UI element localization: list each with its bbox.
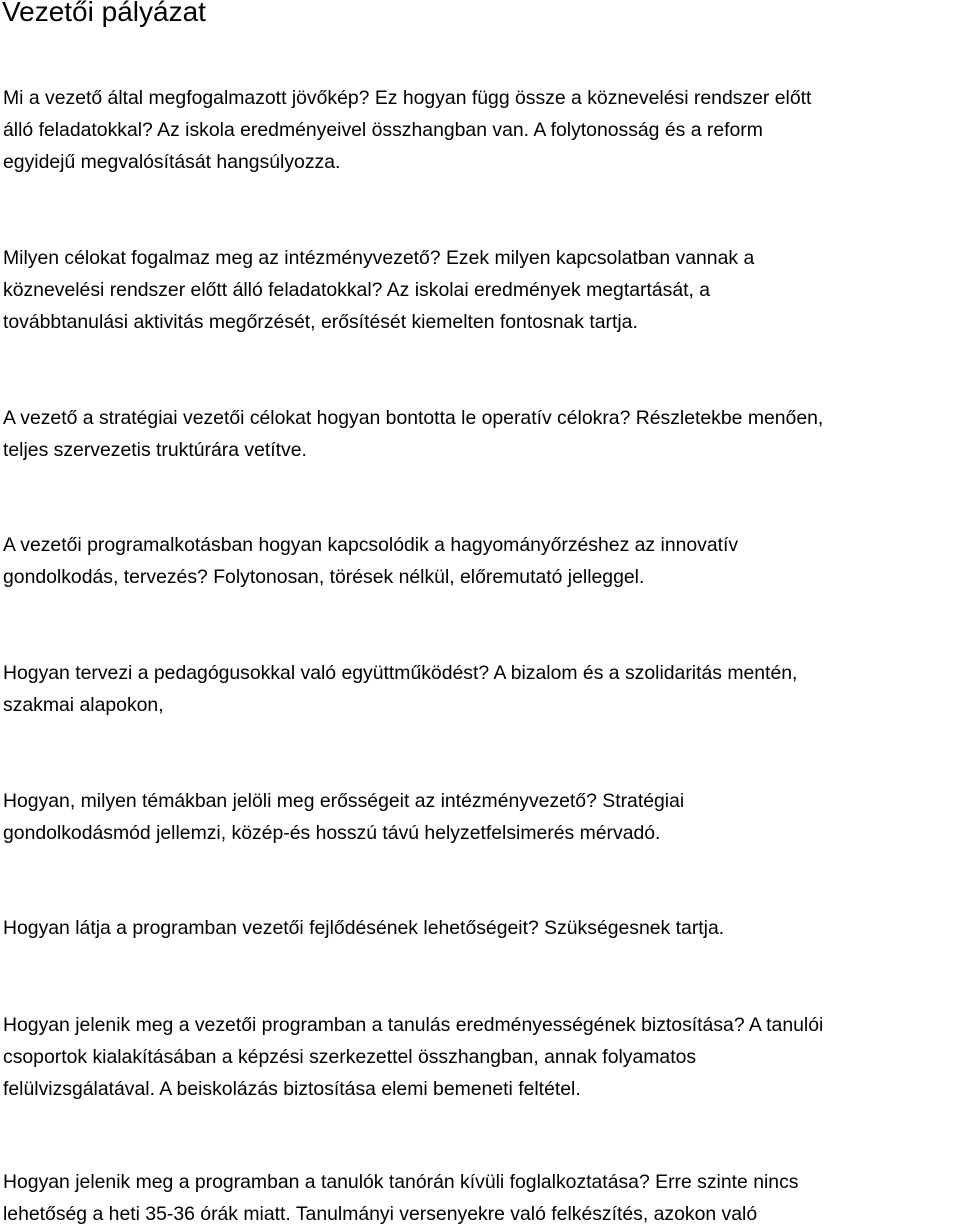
paragraph-innovation: A vezetői programalkotásban hogyan kapcsolódik a hagyományőrzéshez az innovatív gondolkodás, tervezés? Folytonosan, törések nélkül, előremutató jelleggel. [3, 534, 739, 588]
paragraph-cooperation: Hogyan tervezi a pedagógusokkal való együttműködést? A bizalom és a szolidaritás mentén, szakmai alapokon, [3, 662, 798, 716]
paragraph-goals: Milyen célokat fogalmaz meg az intézményvezető? Ezek milyen kapcsolatban vannak a köznevelési rendszer előtt álló feladatokkal? Az iskolai eredmények megtartását, a továbbtanulási aktivitás megőrzését, erősítését kiemelten fontosnak tartja. [3, 247, 755, 333]
paragraph-extracurricular: Hogyan jelenik meg a programban a tanulók tanórán kívüli foglalkoztatása? Erre szinte nincs lehetőség a heti 35-36 órák miatt. Tanulmányi versenyekre való felkészítés, azokon való [3, 1171, 799, 1225]
document-title: Vezetői pályázat [2, 0, 206, 27]
paragraph-development: Hogyan látja a programban vezetői fejlődésének lehetőségeit? Szükségesnek tartja. [3, 917, 725, 939]
paragraph-vision: Mi a vezető által megfogalmazott jövőkép? Ez hogyan függ össze a köznevelési rendszer előtt álló feladatokkal? Az iskola eredményeivel összhangban van. A folytonosság és a reform egyidejű megvalósítását hangsúlyozza. [3, 87, 812, 173]
paragraph-operative-goals: A vezető a stratégiai vezetői célokat hogyan bontotta le operatív célokra? Részletekbe menően, teljes szervezetis truktúrára vetítve. [3, 407, 824, 461]
paragraph-strengths: Hogyan, milyen témákban jelöli meg erősségeit az intézményvezető? Stratégiai gondolkodásmód jellemzi, közép-és hosszú távú helyzetfelsimerés mérvadó. [3, 790, 685, 844]
paragraph-learning-effectiveness: Hogyan jelenik meg a vezetői programban a tanulás eredményességének biztosítása? A tanulói csoportok kialakításában a képzési szerkezettel összhangban, annak folyamatos felülvizsgálatával. A beiskolázás biztosítása elemi bemeneti feltétel. [3, 1014, 824, 1100]
